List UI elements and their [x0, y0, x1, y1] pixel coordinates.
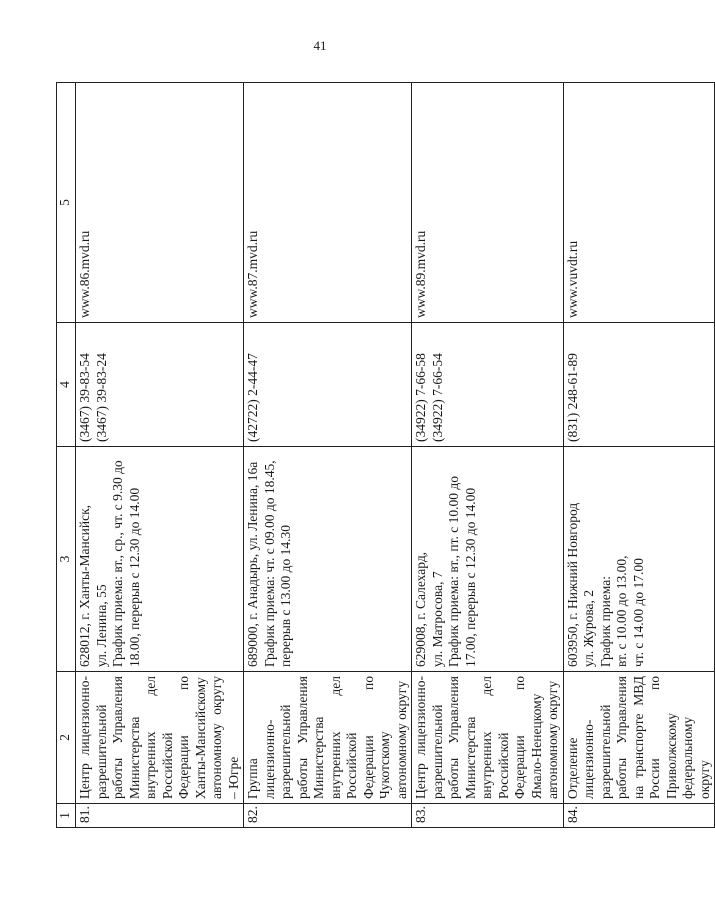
address-line: 689000, г. Анадырь, ул. Ленина, 16а — [245, 461, 260, 667]
phone-cell — [412, 323, 564, 447]
address-cell — [76, 447, 244, 672]
organization-name: Центр лицензионно-разрешительной работы Управления Министерства внутренних дел Российской Федерации по Ханты-Мансийскому автономному округу – Югре — [76, 672, 244, 804]
column-header-4: 4 — [57, 323, 76, 447]
reception-schedule: График приема: вт., пт. с 10.00 до 17.00, перерыв с 12.30 до 14.00 — [446, 475, 478, 667]
column-header-2: 2 — [57, 672, 76, 804]
row-number: 81. — [76, 804, 244, 828]
website-link[interactable]: www.86.mvd.ru — [76, 83, 244, 323]
phone-number: (3467) 39-83-54 — [77, 353, 92, 442]
address-cell — [412, 447, 564, 672]
column-header-3: 3 — [57, 447, 76, 672]
phone-number: (831) 248-61-89 — [564, 353, 580, 442]
table-row — [244, 83, 412, 828]
organization-name: Группа лицензионно-разрешительной работы Управления Министерства внутренних дел Российской Федерации по Чукотскому автономному округу — [244, 672, 412, 804]
phone-number: (42722) 2-44-47 — [245, 353, 260, 442]
address-line: ул. Журова, 2 — [581, 589, 596, 667]
row-number: 84. — [563, 804, 715, 828]
page-number: 41 — [313, 38, 327, 53]
licensing-offices-table — [56, 82, 715, 828]
reception-schedule: График приема: — [597, 576, 613, 667]
address-line: ул. Ленина, 55 — [93, 584, 109, 667]
table-header-row — [57, 83, 76, 828]
website-link[interactable]: www.87.mvd.ru — [244, 83, 412, 323]
website-link[interactable]: www.vuvdt.ru — [563, 83, 715, 323]
address-cell — [563, 447, 715, 672]
table-row — [412, 83, 564, 828]
phone-cell — [76, 323, 244, 447]
organization-name: Центр лицензионно-разрешительной работы Управления Министерства внутренних дел Российской Федерации по Ямало-Ненецкому автономному округу — [412, 672, 564, 804]
address-line: 629008, г. Салехард, — [413, 551, 428, 667]
organization-name: Отделение лицензионно-разрешительной работы Управления на транспорте МВД России по Приволжскому федеральному округу — [563, 672, 715, 804]
phone-number: (3467) 39-83-24 — [93, 353, 109, 442]
phone-number: (34922) 7-66-58 — [413, 353, 428, 442]
table-row — [76, 83, 244, 828]
rotated-table-container — [56, 83, 712, 828]
column-header-1: 1 — [57, 804, 76, 828]
address-line: 603950, г. Нижний Новгород — [564, 502, 580, 667]
reception-schedule: График приема: чт. с 09.00 до 18.45, перерыв с 13.00 до 14.30 — [261, 460, 293, 667]
website-link[interactable]: www.89.mvd.ru — [412, 83, 564, 323]
address-line: ул. Матросова, 7 — [429, 571, 445, 667]
row-number: 83. — [412, 804, 564, 828]
row-number: 82. — [244, 804, 412, 828]
reception-schedule: вт. с 10.00 до 13.00, — [614, 555, 629, 667]
address-cell — [244, 447, 412, 672]
phone-number: (34922) 7-66-54 — [429, 353, 445, 442]
reception-schedule: чт. с 14.00 до 17.00 — [630, 558, 646, 667]
table-row — [563, 83, 715, 828]
address-line: 628012, г. Ханты-Мансийск, — [77, 504, 92, 667]
phone-cell — [563, 323, 715, 447]
column-header-5: 5 — [57, 83, 76, 323]
reception-schedule: График приема: вт., ср., чт. с 9.30 до 18.00, перерыв с 12.30 до 14.00 — [110, 460, 142, 667]
phone-cell — [244, 323, 412, 447]
